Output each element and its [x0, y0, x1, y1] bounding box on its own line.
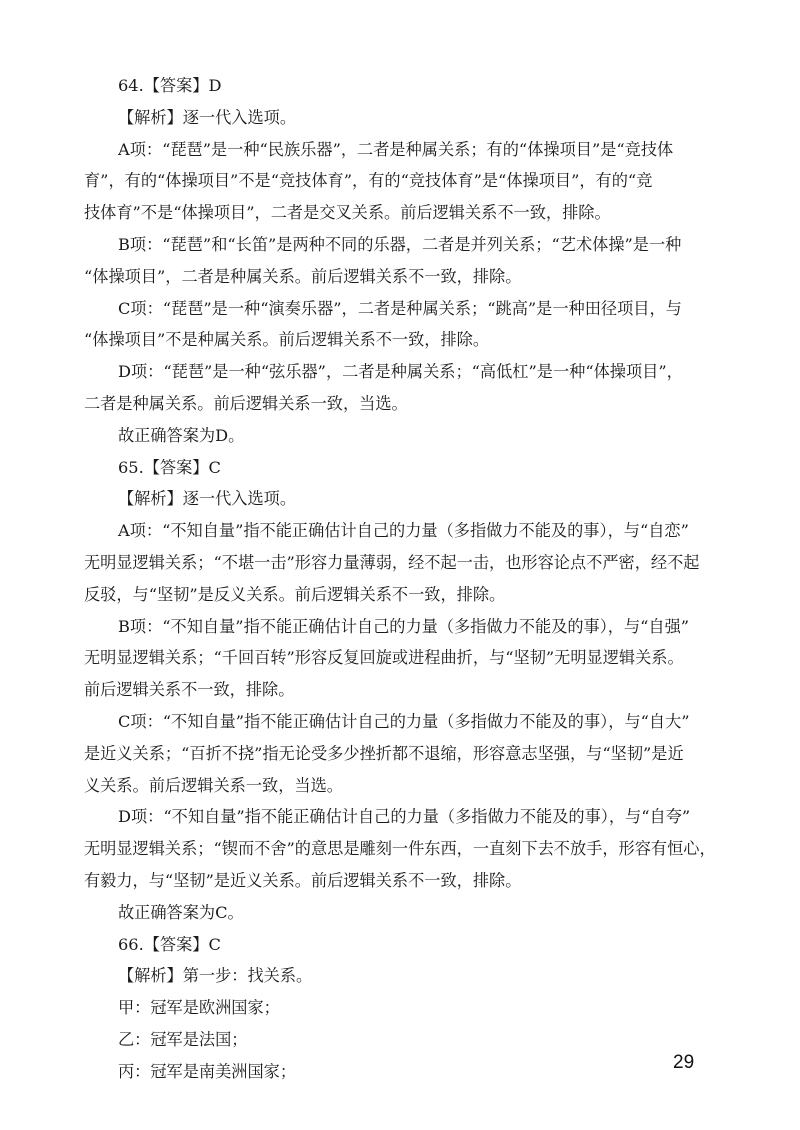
document-body [84, 70, 718, 1088]
q64-conclusion: 故正确答案为D。 [118, 425, 245, 445]
q64-option-a: A项：“琵琶”是一种“民族乐器”，二者是种属关系；有的“体操项目”是“竞技体 育”，有的“体操项目”不是“竞技体育”，有的“竞技体育”是“体操项目”，有的“竞 技体育”不是“体操项目”，二者是交叉关系。前后逻辑关系不一致，排除。 [84, 139, 674, 223]
q64-option-b: B项：“琵琶”和“长笛”是两种不同的乐器，二者是并列关系；“艺术体操”是一种 “体操项目”，二者是种属关系。前后逻辑关系不一致，排除。 [84, 234, 682, 286]
q66-analysis: 【解析】第一步：找关系。 [118, 966, 313, 986]
q66-header: 66.【答案】C [118, 934, 221, 954]
q65-conclusion: 故正确答案为C。 [118, 902, 244, 922]
q65-option-b: B项：“不知自量”指不能正确估计自己的力量（多指做力不能及的事），与“自强” 无明显逻辑关系；“千回百转”形容反复回旋或进程曲折，与“坚韧”无明显逻辑关系。 前后逻辑关系不一致，排除。 [84, 616, 690, 700]
q64-option-c: C项：“琵琶”是一种“演奏乐器”，二者是种属关系；“跳高”是一种田径项目，与 “体操项目”不是种属关系。前后逻辑关系不一致，排除。 [84, 298, 682, 350]
q65-header: 65.【答案】C [118, 457, 221, 477]
q65-option-a: A项：“不知自量”指不能正确估计自己的力量（多指做力不能及的事），与“自恋” 无明显逻辑关系；“不堪一击”形容力量薄弱，经不起一击，也形容论点不严密，经不起 反驳，与“坚韧”是反义关系。前后逻辑关系不一致，排除。 [84, 521, 700, 604]
q64-header: 64.【答案】D [118, 76, 222, 95]
page-number: 29 [673, 1052, 695, 1073]
q64-option-d: D项：“琵琶”是一种“弦乐器”，二者是种属关系；“高低杠”是一种“体操项目”， 二者是种属关系。前后逻辑关系一致，当选。 [84, 362, 683, 413]
q65-option-c: C项：“不知自量”指不能正确估计自己的力量（多指做力不能及的事），与“自大” 是近义关系；“百折不挠”指无论受多少挫折都不退缩，形容意志坚强，与“坚韧”是近 义关系。前后逻辑关系一致，当选。 [84, 711, 690, 795]
q65-option-d: D项：“不知自量”指不能正确估计自己的力量（多指做力不能及的事），与“自夸” 无明显逻辑关系；“锲而不舍”的意思是雕刻一件东西，一直刻下去不放手，形容有恒心， 有毅力，与“坚韧”是近义关系。前后逻辑关系不一致，排除。 [84, 807, 716, 890]
q66-statement-yi: 乙：冠军是法国； [118, 1029, 248, 1049]
q66-statement-bing: 丙：冠军是南美洲国家； [118, 1061, 297, 1081]
q66-statement-jia: 甲：冠军是欧洲国家； [118, 998, 280, 1018]
q65-analysis: 【解析】逐一代入选项。 [118, 489, 297, 509]
q64-analysis: 【解析】逐一代入选项。 [118, 107, 297, 127]
